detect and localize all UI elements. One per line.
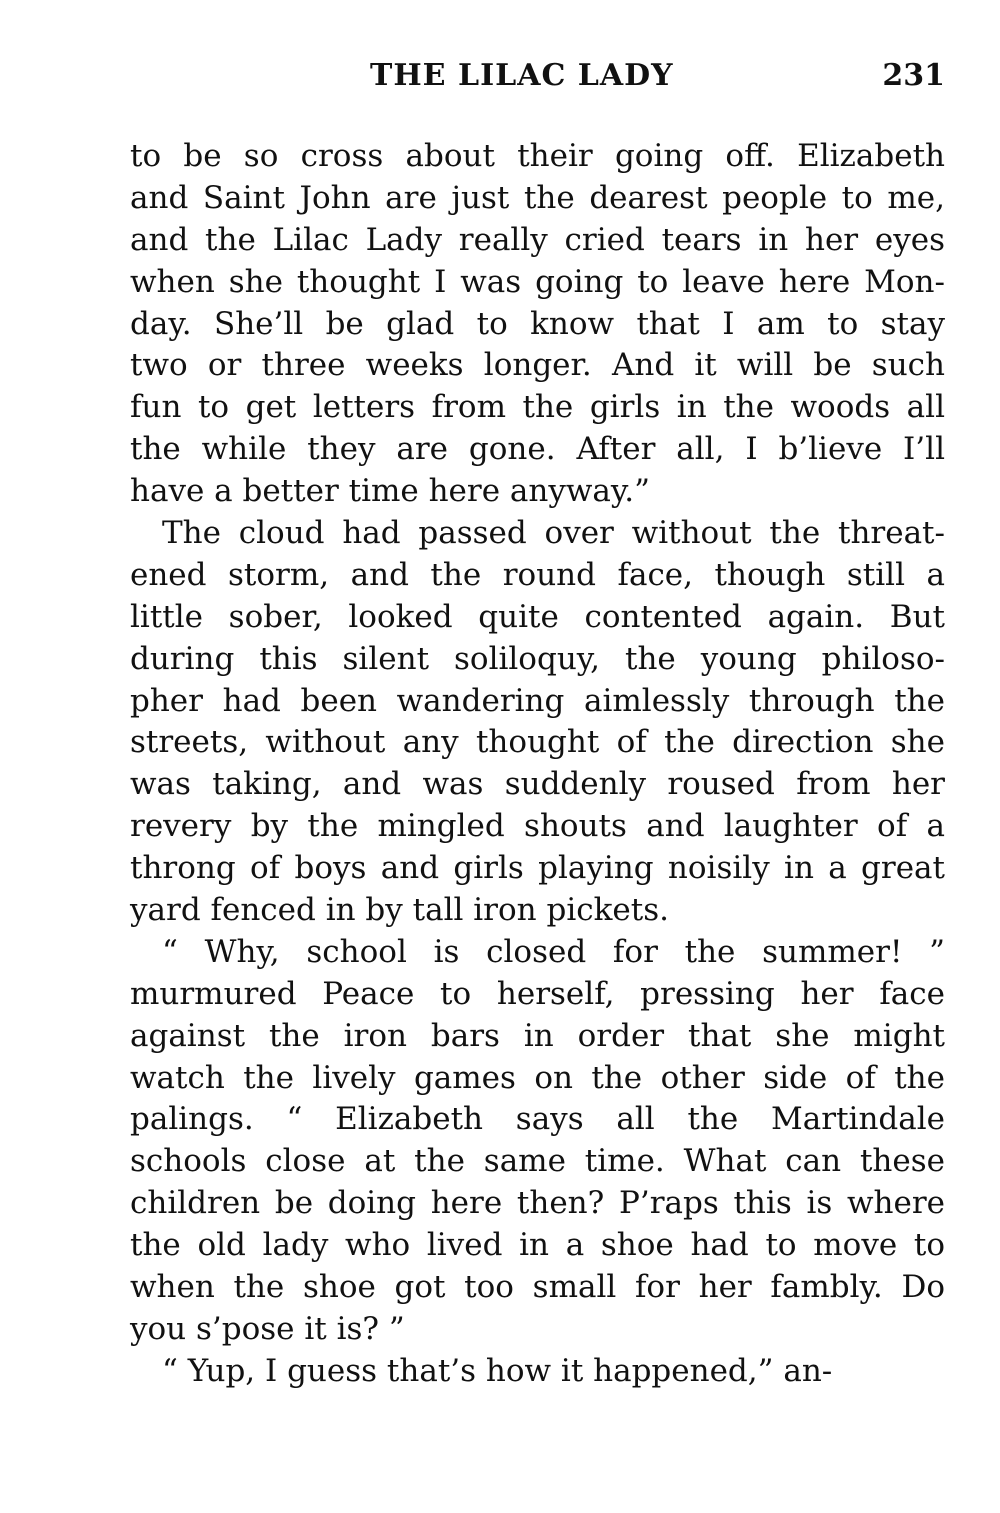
text-line: The cloud had passed over without the threat- <box>162 515 945 552</box>
text-line: palings. “ Elizabeth says all the Martindale <box>130 1101 945 1138</box>
text-line: throng of boys and girls playing noisily in a great <box>130 850 945 887</box>
body-text <box>130 136 945 1393</box>
text-line: when she thought I was going to leave here Mon- <box>130 263 945 300</box>
text-line: to be so cross about their going off. Elizabeth <box>130 138 945 174</box>
text-line: two or three weeks longer. And it will be such <box>130 347 945 384</box>
text-line: the old lady who lived in a shoe had to move to <box>130 1227 945 1264</box>
text-line: streets, without any thought of the direction she <box>130 724 945 761</box>
text-line: the while they are gone. After all, I b’lieve I’ll <box>130 431 945 468</box>
text-line: schools close at the same time. What can these <box>130 1143 945 1180</box>
text-line: “ Why, school is closed for the summer! ” <box>162 933 945 970</box>
text-line: when the shoe got too small for her fambly. Do <box>130 1269 945 1306</box>
text-line: against the iron bars in order that she might <box>130 1017 945 1054</box>
text-line: children be doing here then? P’raps this is where <box>130 1185 945 1222</box>
text-line: you s’pose it is? ” <box>130 1310 405 1347</box>
text-line: watch the lively games on the other side of the <box>130 1059 945 1096</box>
text-line: yard fenced in by tall iron pickets. <box>130 892 669 929</box>
text-line: “ Yup, I guess that’s how it happened,” an- <box>162 1352 833 1389</box>
running-head <box>130 58 945 98</box>
text-line: during this silent soliloquy, the young philoso- <box>130 640 945 677</box>
text-line: and Saint John are just the dearest people to me, <box>130 179 945 216</box>
text-line: pher had been wandering aimlessly through the <box>130 682 945 719</box>
text-line: day. She’ll be glad to know that I am to stay <box>130 305 945 342</box>
text-line: murmured Peace to herself, pressing her face <box>130 975 945 1012</box>
text-line: have a better time here anyway.” <box>130 473 650 510</box>
text-line: revery by the mingled shouts and laughter of a <box>130 808 945 845</box>
running-title: THE LILAC LADY <box>370 58 674 93</box>
text-line: ened storm, and the round face, though still a <box>130 556 945 593</box>
text-line: fun to get letters from the girls in the woods all <box>130 389 945 426</box>
text-line: little sober, looked quite contented again. But <box>130 598 945 635</box>
text-line: and the Lilac Lady really cried tears in her eyes <box>130 221 945 258</box>
page-number: 231 <box>882 58 945 93</box>
text-line: was taking, and was suddenly roused from her <box>130 766 945 803</box>
